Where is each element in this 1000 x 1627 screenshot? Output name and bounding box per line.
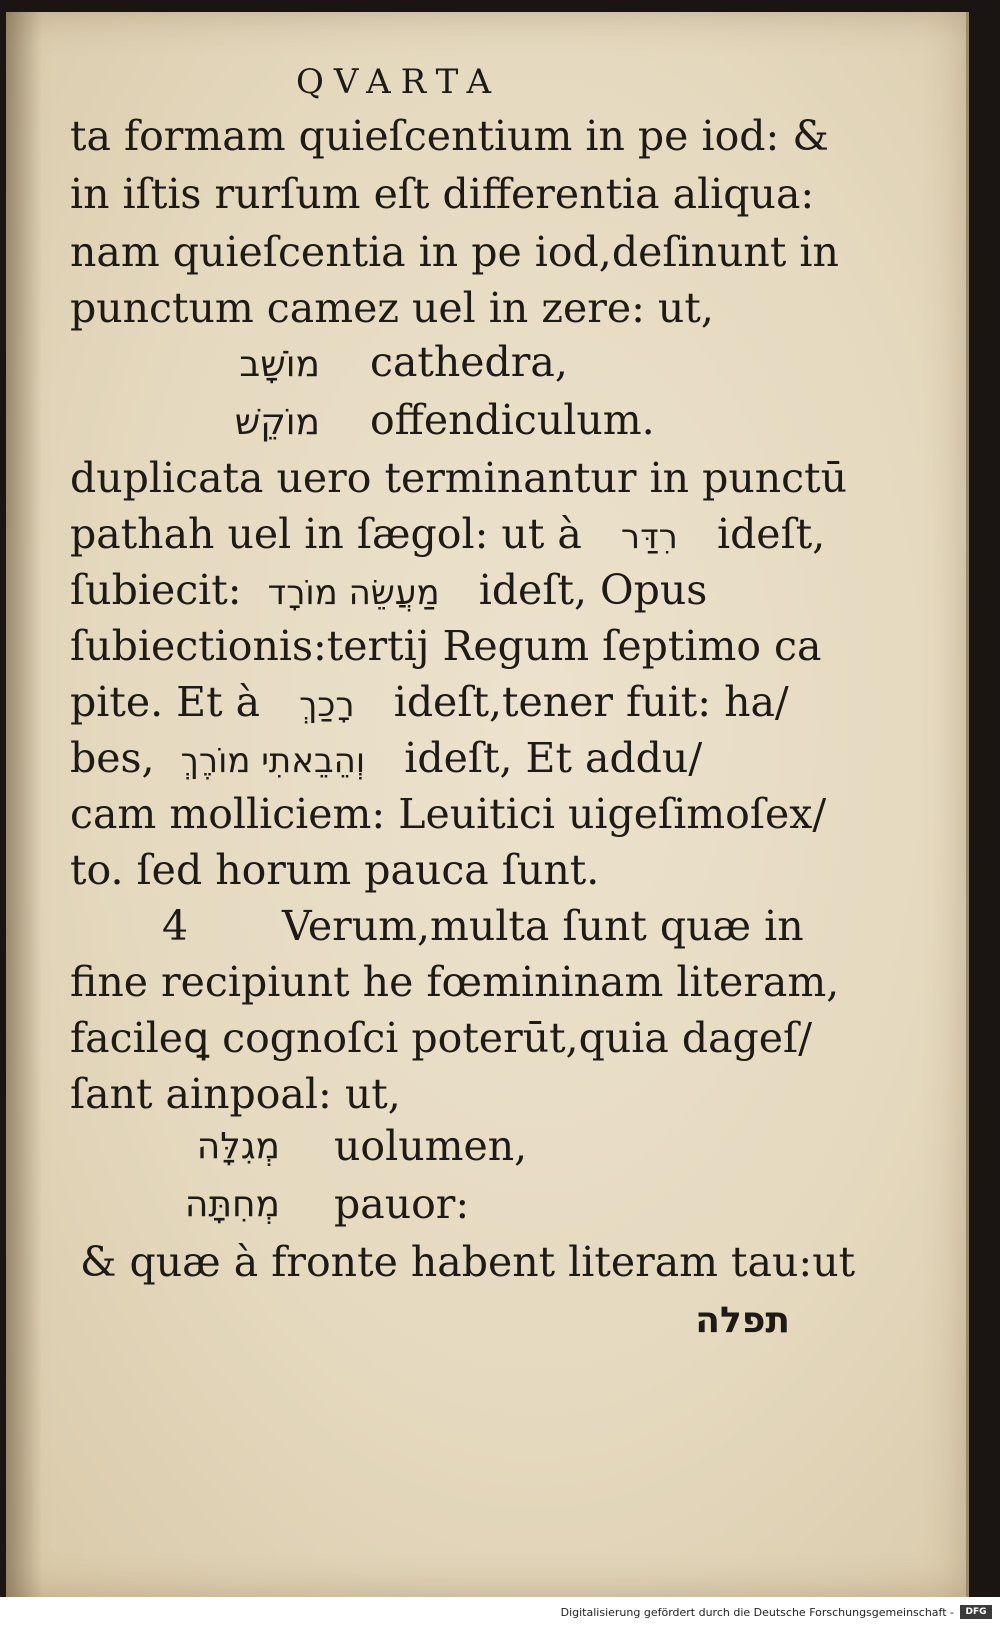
text-line-pathah — [70, 510, 825, 558]
text-segment: bes, — [70, 734, 155, 782]
text-line-1: ta formam quieſcentium in pe iod: & — [70, 112, 829, 160]
text-line-fine: fine recipiunt he fœmininam literam, — [70, 958, 840, 1006]
text-line-last: & quæ à fronte habent literam tau:ut — [80, 1238, 856, 1286]
text-segment: ſubiecit: — [70, 566, 242, 614]
hebrew-word-moqesh: מוֹקֵשׁ — [234, 402, 320, 443]
hebrew-inline-phrase: וְהֵבֵאתִי מוֹרֶךְ — [180, 741, 366, 781]
gloss-pauor: pauor: — [334, 1180, 470, 1228]
text-line-duplicata: duplicata uero terminantur in punctū — [70, 454, 848, 502]
hebrew-word-mehittah: מְחִתָּה — [184, 1184, 280, 1225]
text-line-4: punctum camez uel in zere: ut, — [70, 284, 714, 332]
text-line-subiecit — [70, 566, 707, 614]
paragraph-number: 4 — [162, 902, 189, 950]
text-segment: pite. Et à — [70, 678, 261, 726]
gloss-uolumen: uolumen, — [334, 1122, 528, 1170]
text-line-subiectionis: ſubiectionis:tertij Regum ſeptimo ca — [70, 622, 822, 670]
text-segment: ideſt,tener fuit: ha/ — [393, 678, 789, 726]
page-gutter-shadow — [6, 12, 42, 1597]
text-segment: ideſt, — [716, 510, 826, 558]
hebrew-inline-word: רָכַךְ — [299, 685, 355, 725]
hebrew-word-megillah: מְגִלָּה — [196, 1126, 280, 1167]
text-line-sant: ſant ainpoal: ut, — [70, 1070, 401, 1118]
dfg-logo: DFG — [960, 1605, 992, 1619]
gloss-offendiculum: offendiculum. — [370, 396, 655, 444]
text-segment: ideſt, Opus — [478, 566, 708, 614]
hebrew-inline-phrase: מַעֲשֵׂה מוֹרָד — [267, 573, 440, 613]
text-segment: pathah uel in ſægol: ut à — [70, 510, 582, 558]
gloss-cathedra: cathedra, — [370, 338, 568, 386]
hebrew-inline-word: רִדַּר — [620, 517, 678, 557]
catchword: תפלה — [695, 1300, 790, 1341]
text-line-bes — [70, 734, 702, 782]
text-line-verum: Verum,multa ſunt quæ in — [282, 902, 804, 950]
text-segment: ideſt, Et addu/ — [404, 734, 703, 782]
text-line-3: nam quieſcentia in pe iod,deſinunt in — [70, 228, 839, 276]
text-line-cam: cam molliciem: Leuitici uigeſimoſex/ — [70, 790, 827, 838]
footer-credit: Digitalisierung gefördert durch die Deutsche Forschungsgemeinschaft - — [560, 1606, 954, 1619]
running-head: QVARTA — [296, 62, 502, 102]
hebrew-word-moshav: מוֹשָׁב — [239, 344, 320, 385]
text-line-to: to. ſed horum pauca ſunt. — [70, 846, 600, 894]
text-line-pite — [70, 678, 789, 726]
text-line-facile: facileꝗ cognoſci poterūt,quia dageſ/ — [70, 1014, 813, 1062]
text-line-2: in iſtis rurſum eſt differentia aliqua: — [70, 170, 815, 218]
